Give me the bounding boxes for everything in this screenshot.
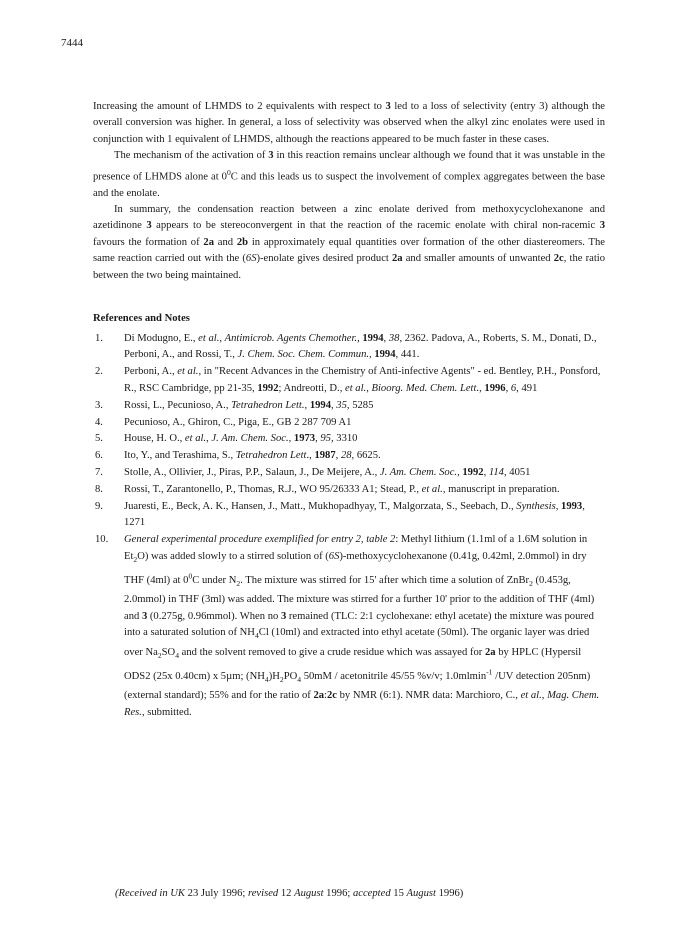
reference-text [124, 366, 600, 393]
text-run: in this reaction remains unclear although we found that it was unstable in the presence of LHMDS alone at 0 [93, 150, 605, 183]
text-run: )-enolate gives desired product [256, 253, 392, 265]
text-run: 1994 [362, 333, 384, 344]
text-run: Ito, Y., and Terashima, S., [124, 450, 236, 462]
reference-number: 4. [95, 416, 103, 428]
text-run: 1994 [309, 399, 331, 411]
text-run: , 491 [516, 382, 538, 394]
reference-number: 10. [95, 534, 109, 546]
text-run: Tetrahedron Lett. [231, 399, 305, 411]
text-run: : Methyl lithium (1.1ml of a 1.6M solution in Et [124, 534, 588, 562]
reference-item [93, 415, 605, 431]
text-run: 4 [175, 650, 179, 660]
text-run: Antimicrob. Agents Chemother. [224, 333, 358, 344]
reference-number: 9. [95, 501, 103, 513]
reference-text [124, 333, 597, 360]
text-run: Pecunioso, A., Ghiron, C., Piga, E., GB 2 287 709 A1 [124, 416, 352, 428]
reference-item [93, 448, 605, 464]
text-run: 4 [254, 631, 259, 641]
reference-item [93, 482, 605, 498]
text-run: et al. [184, 433, 207, 445]
text-run: 2 [133, 554, 138, 564]
text-run: 1996) [435, 888, 464, 899]
text-run: C and this leads us to suspect the involvement of complex aggregates between the base and the enolate. [93, 171, 605, 199]
text-run: -1 [486, 667, 493, 677]
reference-item [93, 499, 605, 532]
text-run: 1987 [314, 450, 336, 462]
text-run: (Received in UK [115, 888, 186, 899]
text-run: , 441. [395, 349, 420, 361]
text-run: 2b [236, 236, 249, 248]
text-run: Tetrahedron Lett [235, 450, 307, 462]
text-run: , [315, 433, 321, 445]
text-run: J. Am. Chem. Soc. [379, 467, 458, 479]
reference-text [124, 400, 373, 411]
text-run: 1973 [293, 433, 316, 445]
text-run: , the ratio between the two being maintained. [93, 253, 606, 281]
text-run: 6 [510, 382, 517, 394]
text-run: : [324, 690, 327, 702]
received-dates [115, 888, 463, 899]
text-run: August [294, 888, 324, 899]
text-run: , [219, 333, 225, 344]
reference-number: 8. [95, 484, 103, 496]
text-run: 3 [280, 610, 287, 622]
text-run: 1996; [323, 888, 353, 899]
text-run: Cl (10ml) and extracted into ethyl acetate (50ml). The organic layer was dried over Na [124, 627, 590, 658]
reference-text [124, 450, 381, 461]
reference-number: 5. [95, 433, 103, 445]
text-run: (0.275g, 0.96mmol). When no [147, 610, 281, 622]
text-run: 2 [529, 578, 533, 588]
text-run: ., [306, 450, 315, 462]
text-run: , [304, 399, 310, 411]
text-run: House, H. O., [124, 433, 185, 445]
text-run: 1992 [257, 382, 279, 394]
references-list [93, 331, 605, 722]
text-run: /UV detection 205nm) (external standard); 55% and for the ratio of [124, 670, 591, 702]
text-run: , [383, 333, 389, 344]
text-run: , [483, 467, 489, 479]
text-run: by NMR (6:1). NMR data: Marchioro, C., [336, 690, 521, 702]
text-run: 0 [226, 167, 231, 177]
text-run: 23 July 1996; [185, 888, 248, 899]
text-run: 6S [245, 253, 257, 265]
text-run: Rossi, L., Pecunioso, A., [124, 399, 232, 411]
text-run: 3 [385, 101, 391, 112]
text-run: accepted [352, 888, 391, 899]
reference-number: 1. [95, 333, 103, 344]
text-run: appears to be stereoconvergent in that the reaction of the racemic enolate with chiral non-racemic [151, 220, 600, 232]
text-run: , [357, 333, 363, 344]
text-run: General experimental procedure exemplified for entry 2, table 2 [124, 534, 396, 546]
text-run: O) was added slowly to a stirred solution of ( [137, 550, 329, 562]
text-run: 1993 [561, 501, 583, 513]
text-run: , [331, 399, 337, 411]
text-run: 2a [391, 253, 403, 265]
text-run: Stolle, A., Ollivier, J., Piras, P.P., Salaun, J., De Meijere, A., [124, 467, 380, 479]
text-run: 1996 [484, 382, 506, 394]
text-run: 12 [278, 888, 295, 899]
text-run: et al. [520, 690, 542, 702]
text-run: SO [161, 646, 176, 658]
text-run: 114, [488, 467, 507, 479]
text-run: J. Chem. Soc. Chem. Commun. [237, 349, 370, 361]
reference-number: 3. [95, 399, 103, 411]
text-run: J. Am. Chem. Soc. [211, 433, 289, 445]
text-run: 50mM / acetonitrile 45/55 %v/v; 1.0mlmin [301, 670, 487, 682]
reference-number: 6. [95, 450, 103, 462]
text-run: Increasing the amount of LHMDS to 2 equivalents with respect to [93, 101, 386, 112]
text-run: , [335, 450, 341, 462]
text-run: , in "Recent Advances in the Chemistry of Anti-infective Agents" - ed. Bentley, P.H., Ponsford, R., RSC Cambridge, pp 21-35, [124, 366, 601, 394]
text-run: 2c [553, 253, 564, 265]
text-run: , [479, 382, 485, 394]
page-number: 7444 [61, 37, 83, 49]
text-run: 3 [268, 150, 274, 162]
reference-text [124, 484, 560, 495]
text-run: and [214, 236, 237, 248]
text-run: 95, [320, 433, 334, 445]
reference-item [93, 398, 605, 414]
text-run: August [406, 888, 436, 899]
text-run: 3310 [333, 433, 358, 445]
reference-number: 7. [95, 467, 103, 479]
text-run: 4 [297, 674, 302, 684]
text-run: Di Modugno, E., [124, 333, 199, 344]
paragraph [93, 148, 605, 202]
text-run: , [541, 690, 548, 702]
text-run: and the solvent removed to give a crude residue which was assayed for [179, 646, 485, 658]
paragraph [93, 202, 605, 284]
text-run: 2a [313, 690, 325, 702]
text-run: 6625. [354, 450, 381, 462]
text-run: , submitted. [141, 706, 192, 718]
text-run: favours the formation of [93, 236, 204, 248]
text-run: C under N [192, 574, 237, 586]
text-run: 2362. Padova, A., Roberts, S. M., Donati, D., Perboni, A., and Rossi, T., [124, 333, 597, 361]
text-run: 3 [599, 220, 605, 232]
text-run: 2a [203, 236, 214, 248]
text-run: , [505, 382, 511, 394]
text-run: 2 [236, 578, 241, 588]
text-run: 4 [264, 674, 269, 684]
text-run: , [206, 433, 212, 445]
text-run: )-methoxycyclohexanone (0.41g, 0.42ml, 2.0mmol) in dry THF (4ml) at 0 [124, 550, 587, 586]
text-run: in approximately equal quantities over formation of the other diastereomers. The same reaction carried out with the ( [93, 236, 605, 265]
text-run: led to a loss of selectivity (entry 3) although the overall conversion was higher. In general, a loss of selectivity was observed when the alkyl zinc enolates were used in conjunction with 1 equivalent of LHMDS, although the reactions appeared to be much faster in these cases. [93, 101, 605, 145]
text-run: et al. [177, 366, 199, 378]
text-run: 35, [336, 399, 350, 411]
text-run: 2a [484, 646, 496, 658]
text-run: et al. [421, 484, 443, 496]
reference-item [93, 364, 605, 397]
text-run: 5285 [349, 399, 374, 411]
text-run: et al. [345, 382, 367, 394]
text-run: , [369, 349, 375, 361]
text-run: , 1271 [124, 501, 585, 529]
text-run: 4051 [506, 467, 531, 479]
body-text [93, 99, 605, 284]
reference-item [93, 465, 605, 481]
text-run: 28, [340, 450, 355, 462]
text-run: Rossi, T., Zarantonello, P., Thomas, R.J., WO 95/26333 A1; Stead, P., [124, 484, 422, 496]
text-run: )H [268, 670, 280, 682]
text-run: Juaresti, E., Beck, A. K., Hansen, J., Matt., Mukhopadhyay, T., Malgorzata, S., Seebach, D., [124, 501, 517, 513]
reference-text [124, 501, 585, 528]
reference-item [93, 331, 605, 364]
text-run: Mag. Chem. Res. [124, 690, 600, 718]
text-run: PO [283, 670, 298, 682]
reference-text [124, 534, 599, 717]
text-run: 2c [326, 690, 337, 702]
text-run: 1992 [462, 467, 484, 479]
text-run: Perboni, A., [124, 366, 178, 378]
text-run: 0 [188, 571, 193, 581]
text-run: , [457, 467, 463, 479]
text-run: 6S [328, 550, 340, 562]
text-run: , manuscript in preparation. [442, 484, 560, 496]
text-run: et al. [198, 333, 220, 344]
text-run: 3 [141, 610, 148, 622]
text-run: In summary, the condensation reaction between a zinc enolate derived from methoxycyclohexanone and azetidinone [93, 203, 605, 232]
text-run: 38, [388, 333, 403, 344]
text-run: . The mixture was stirred for 15' after which time a solution of ZnBr [240, 574, 530, 586]
text-run: 3 [146, 220, 152, 232]
references-heading: References and Notes [93, 313, 190, 324]
text-run: and smaller amounts of unwanted [402, 253, 554, 265]
reference-item [93, 532, 605, 721]
reference-item [93, 431, 605, 447]
text-run: 1994 [374, 349, 396, 361]
reference-number: 2. [95, 366, 103, 378]
text-run: (0.453g, 2.0mmol) in THF (3ml) was added. The mixture was stirred for a further 10' prior to the addition of THF (4ml) and [124, 574, 595, 622]
text-run: , [555, 501, 562, 513]
text-run: , [366, 382, 372, 394]
text-run: 2 [279, 674, 284, 684]
text-run: , [288, 433, 294, 445]
text-run: ; Andreotti, D., [278, 382, 346, 394]
text-run: 2 [157, 650, 162, 660]
reference-text [124, 433, 357, 444]
text-run: remained (TLC: 2:1 cyclohexane: ethyl acetate) the mixture was poured into a saturated solution of NH [124, 610, 594, 639]
text-run: by HPLC (Hypersil ODS2 (25x 0.40cm) x 5µm; (NH [124, 646, 582, 682]
text-run: 15 [390, 888, 407, 899]
paragraph [93, 99, 605, 148]
reference-text [124, 467, 530, 478]
text-run: revised [248, 888, 279, 899]
text-run: Synthesis [516, 501, 556, 513]
text-run: Bioorg. Med. Chem. Lett. [371, 382, 480, 394]
reference-text [124, 417, 351, 428]
text-run: The mechanism of the activation of [114, 150, 269, 162]
